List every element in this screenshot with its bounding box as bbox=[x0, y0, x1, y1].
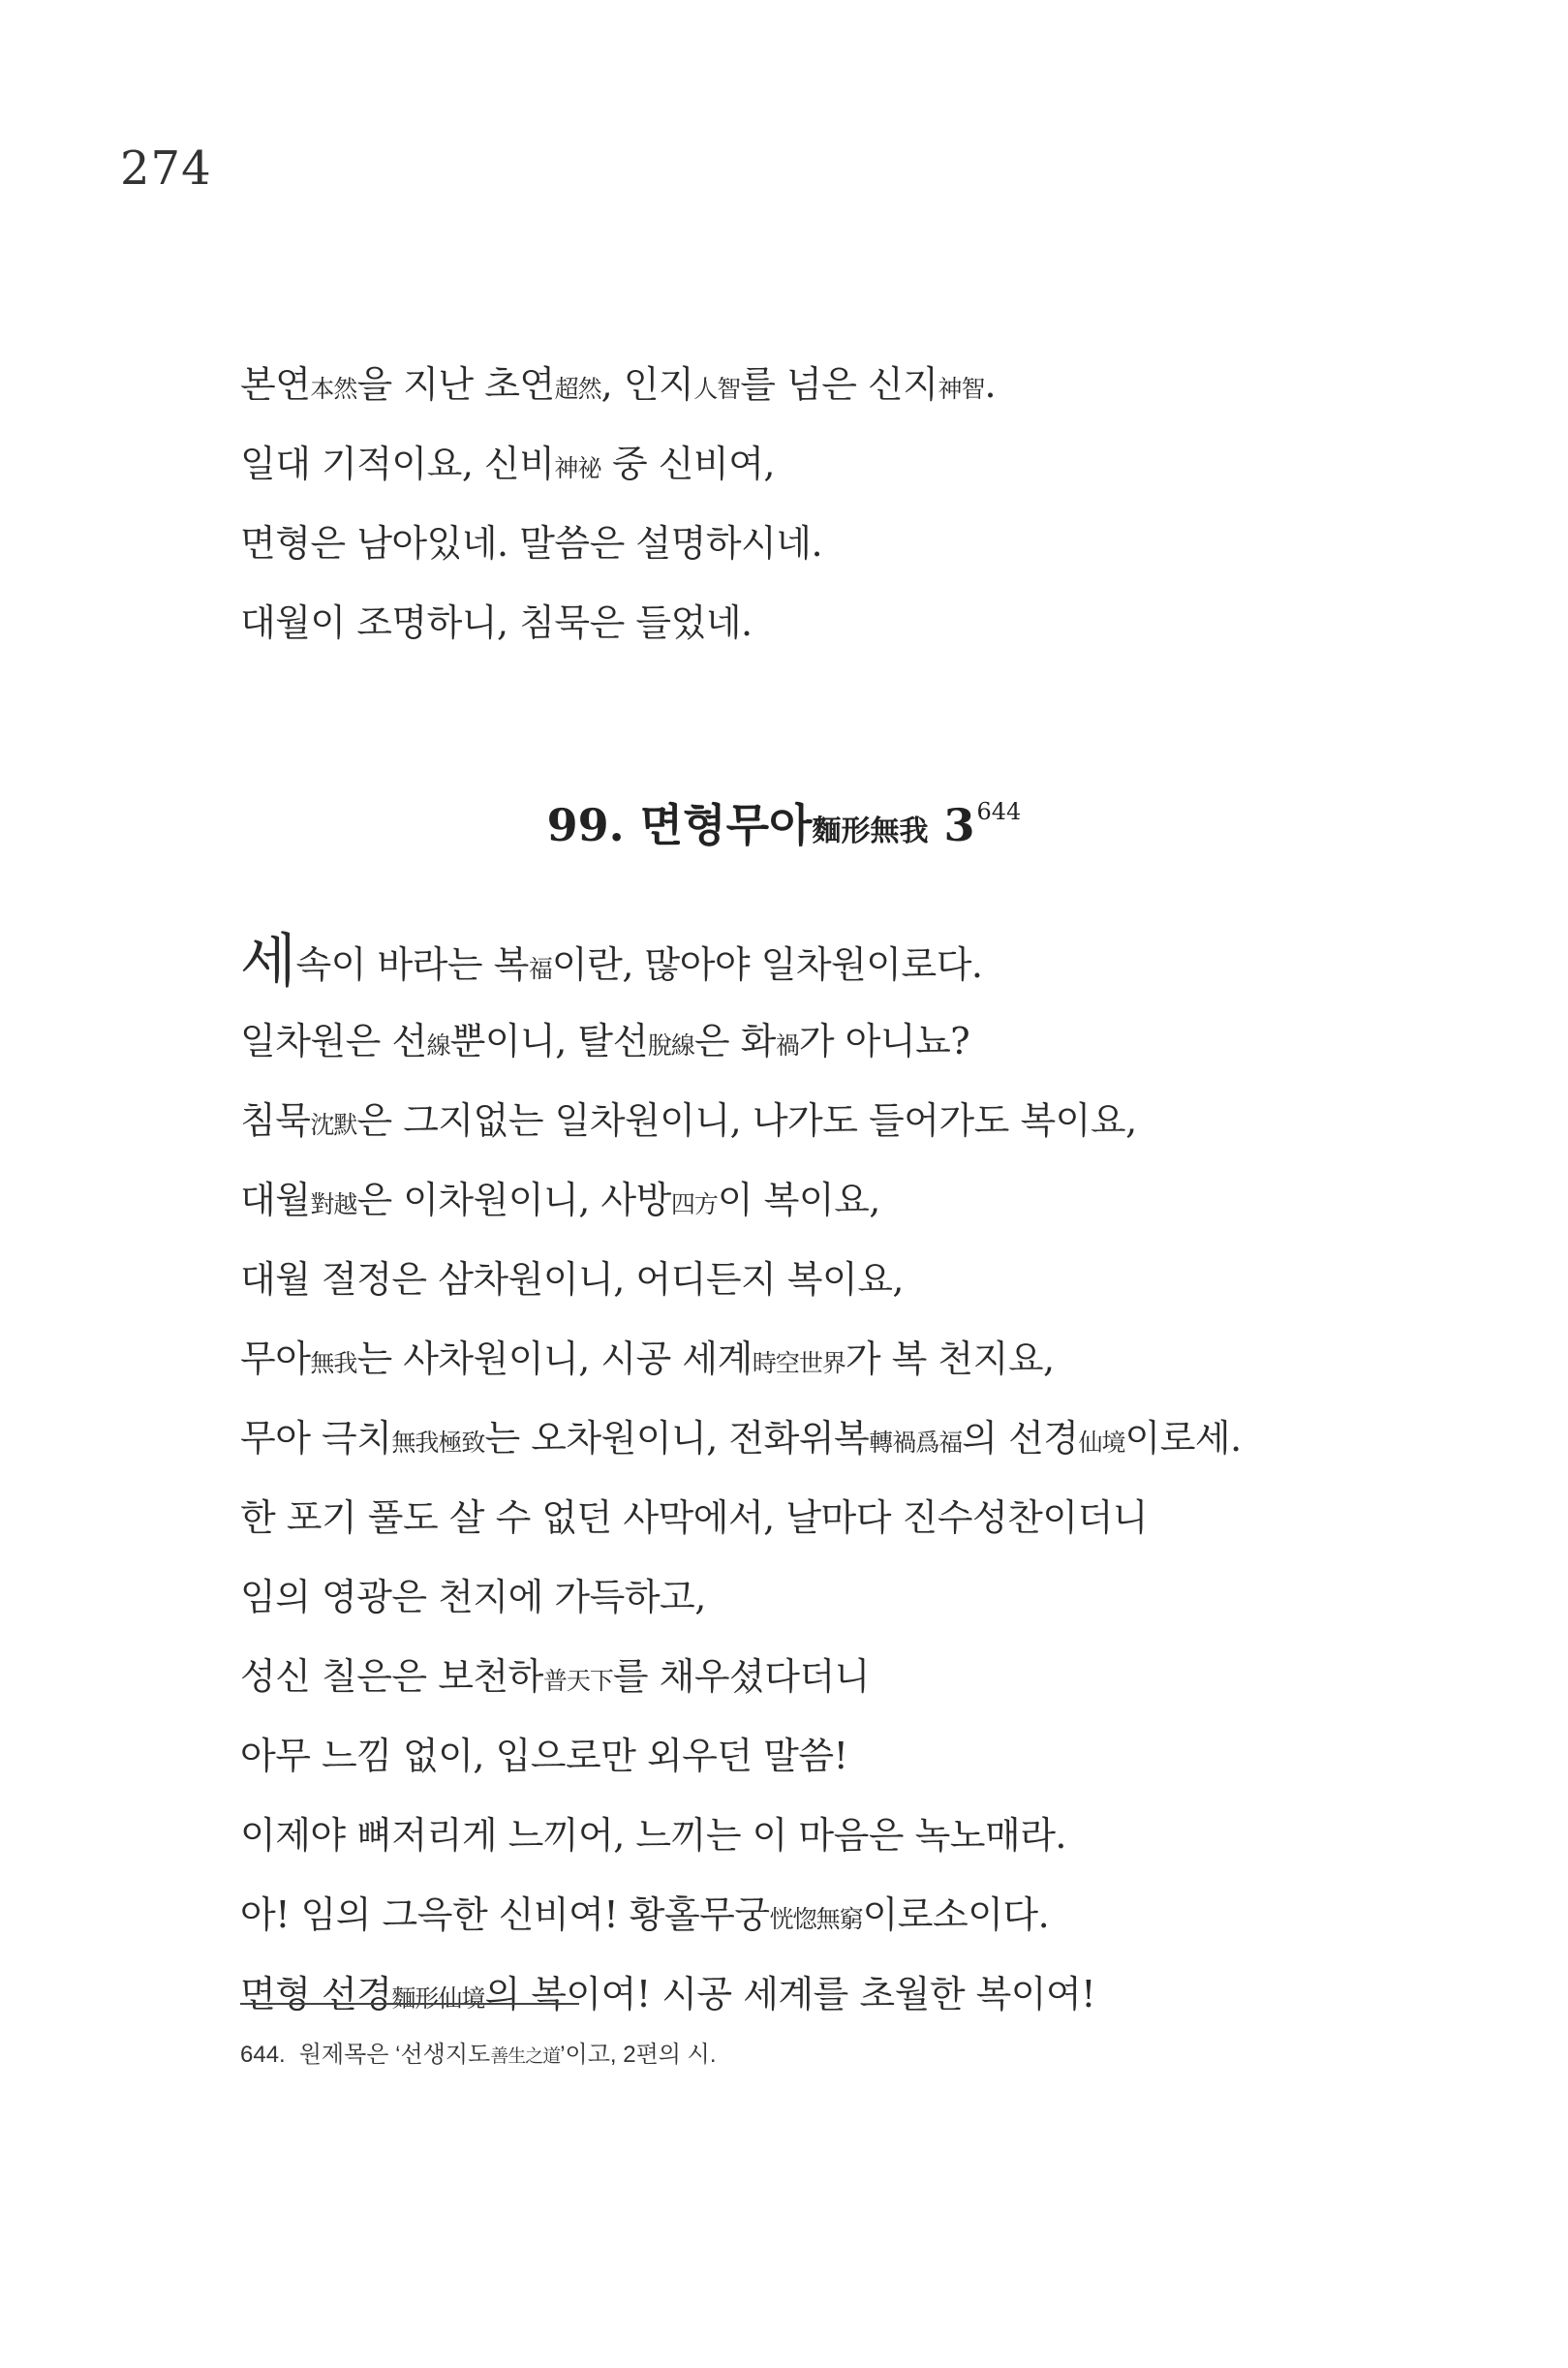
hanja-gloss: 禍 bbox=[775, 1031, 799, 1060]
hanja-gloss: 轉禍爲福 bbox=[869, 1429, 963, 1457]
poem-title-korean: 면형무아 bbox=[639, 799, 813, 851]
hanja-gloss: 麵形仙境 bbox=[391, 1984, 485, 2013]
hanja-gloss: 超然 bbox=[554, 375, 601, 403]
hanja-gloss: 仙境 bbox=[1078, 1429, 1125, 1457]
text-run: 이제야 뼈저리게 느끼어, 느끼는 이 마음은 녹노매라. bbox=[240, 1814, 1067, 1857]
verse-line bbox=[240, 583, 1383, 662]
hanja-gloss: 時空世界 bbox=[752, 1349, 845, 1377]
verse-line bbox=[240, 1557, 1383, 1637]
verse-line bbox=[240, 1001, 1383, 1081]
footnote-number: 644. bbox=[240, 2042, 286, 2068]
text-run: 침묵 bbox=[240, 1099, 311, 1142]
verse-line bbox=[240, 1637, 1383, 1716]
hanja-gloss: 善生之道 bbox=[490, 2046, 561, 2067]
hanja-gloss: 福 bbox=[528, 955, 552, 983]
page-number: 274 bbox=[120, 141, 212, 196]
text-run: 는 사차원이니, 시공 세계 bbox=[356, 1338, 753, 1380]
poem-title-number: 99. bbox=[546, 799, 625, 851]
footnote-text bbox=[299, 2042, 717, 2068]
text-run: 일대 기적이요, 신비 bbox=[240, 443, 555, 485]
text-run: 무아 bbox=[240, 1338, 311, 1380]
hanja-gloss: 無我極致 bbox=[391, 1429, 485, 1457]
text-run: 원제목은 ‘선생지도 bbox=[298, 2042, 491, 2068]
text-run: 의 선경 bbox=[962, 1417, 1079, 1460]
text-run: 의 복이여! 시공 세계를 초월한 복이여! bbox=[484, 1973, 1095, 2015]
poem-title bbox=[0, 783, 1568, 861]
text-run: 은 이차원이니, 사방 bbox=[356, 1179, 671, 1221]
text-run: 이란, 많아야 일차원이로다. bbox=[551, 943, 983, 986]
verse-line bbox=[240, 1796, 1383, 1875]
poem-body bbox=[240, 922, 1383, 2034]
text-run: , 인지 bbox=[600, 363, 694, 406]
hanja-gloss: 本然 bbox=[310, 375, 357, 403]
text-run: 아! 임의 그윽한 신비여! 황홀무궁 bbox=[240, 1893, 770, 1936]
footnote-divider bbox=[240, 2003, 579, 2005]
hanja-gloss: 恍惚無窮 bbox=[769, 1905, 863, 1933]
text-run: 면형 선경 bbox=[240, 1973, 392, 2015]
text-run: 아무 느낌 없이, 입으로만 외우던 말씀! bbox=[240, 1735, 848, 1777]
text-run: 를 넘은 신지 bbox=[740, 363, 938, 406]
hanja-gloss: 四方 bbox=[670, 1190, 718, 1218]
text-run: 성신 칠은은 보천하 bbox=[240, 1655, 543, 1698]
text-run: . bbox=[984, 363, 997, 406]
text-run: 이 복이요, bbox=[717, 1179, 880, 1221]
text-run: 임의 영광은 천지에 가득하고, bbox=[240, 1576, 706, 1618]
footnote bbox=[240, 2038, 717, 2075]
text-run: 를 채우셨다더니 bbox=[612, 1655, 870, 1698]
text-run: 중 신비여, bbox=[600, 443, 775, 485]
text-run: 가 복 천지요, bbox=[845, 1338, 1055, 1380]
poem-title-part: 3 bbox=[943, 799, 975, 851]
verse-line bbox=[240, 1240, 1383, 1319]
text-run: 은 화 bbox=[693, 1020, 776, 1062]
hanja-gloss: 神智 bbox=[938, 375, 985, 403]
hanja-gloss: 線 bbox=[426, 1031, 450, 1060]
text-run: 는 오차원이니, 전화위복 bbox=[484, 1417, 870, 1460]
verse-line bbox=[240, 1081, 1383, 1160]
drop-initial: 세 bbox=[240, 928, 296, 996]
verse-line bbox=[240, 345, 1383, 424]
text-run: ’이고, 2편의 시. bbox=[560, 2042, 717, 2068]
footnote-reference[interactable]: 644 bbox=[976, 798, 1022, 825]
text-run: 이로소이다. bbox=[862, 1893, 1050, 1936]
hanja-gloss: 人智 bbox=[693, 375, 741, 403]
verse-line bbox=[240, 1716, 1383, 1796]
text-run: 뿐이니, 탈선 bbox=[449, 1020, 648, 1062]
text-run: 본연 bbox=[240, 363, 311, 406]
hanja-gloss: 無我 bbox=[310, 1349, 357, 1377]
text-run: 대월 bbox=[240, 1179, 311, 1221]
hanja-gloss: 脫線 bbox=[647, 1031, 694, 1060]
text-run: 속이 바라는 복 bbox=[295, 943, 529, 986]
verse-line bbox=[240, 1160, 1383, 1240]
hanja-gloss: 沈默 bbox=[310, 1111, 357, 1139]
verse-line bbox=[240, 424, 1383, 504]
previous-poem-stanza bbox=[240, 345, 1383, 662]
verse-line bbox=[240, 1478, 1383, 1557]
text-run: 일차원은 선 bbox=[240, 1020, 427, 1062]
text-run: 무아 극치 bbox=[240, 1417, 392, 1460]
hanja-gloss: 神祕 bbox=[554, 454, 601, 482]
text-run: 가 아니뇨? bbox=[798, 1020, 970, 1062]
text-run: 은 그지없는 일차원이니, 나가도 들어가도 복이요, bbox=[356, 1099, 1137, 1142]
text-run: 한 포기 풀도 살 수 없던 사막에서, 날마다 진수성찬이더니 bbox=[240, 1496, 1148, 1539]
verse-line bbox=[240, 1399, 1383, 1478]
verse-line bbox=[240, 504, 1383, 583]
text-run: 이로세. bbox=[1124, 1417, 1242, 1460]
verse-line bbox=[240, 1875, 1383, 1954]
verse-line bbox=[240, 1319, 1383, 1399]
poem-title-hanja: 麵形無我 bbox=[812, 815, 929, 848]
text-run: 을 지난 초연 bbox=[356, 363, 555, 406]
hanja-gloss: 普天下 bbox=[542, 1667, 613, 1695]
text-run: 면형은 남아있네. 말씀은 설명하시네. bbox=[240, 522, 823, 565]
text-run: 대월이 조명하니, 침묵은 들었네. bbox=[240, 601, 753, 644]
text-run: 대월 절정은 삼차원이니, 어디든지 복이요, bbox=[240, 1258, 905, 1301]
verse-line bbox=[240, 922, 1383, 1001]
verse-line bbox=[240, 1954, 1383, 2034]
hanja-gloss: 對越 bbox=[310, 1190, 357, 1218]
